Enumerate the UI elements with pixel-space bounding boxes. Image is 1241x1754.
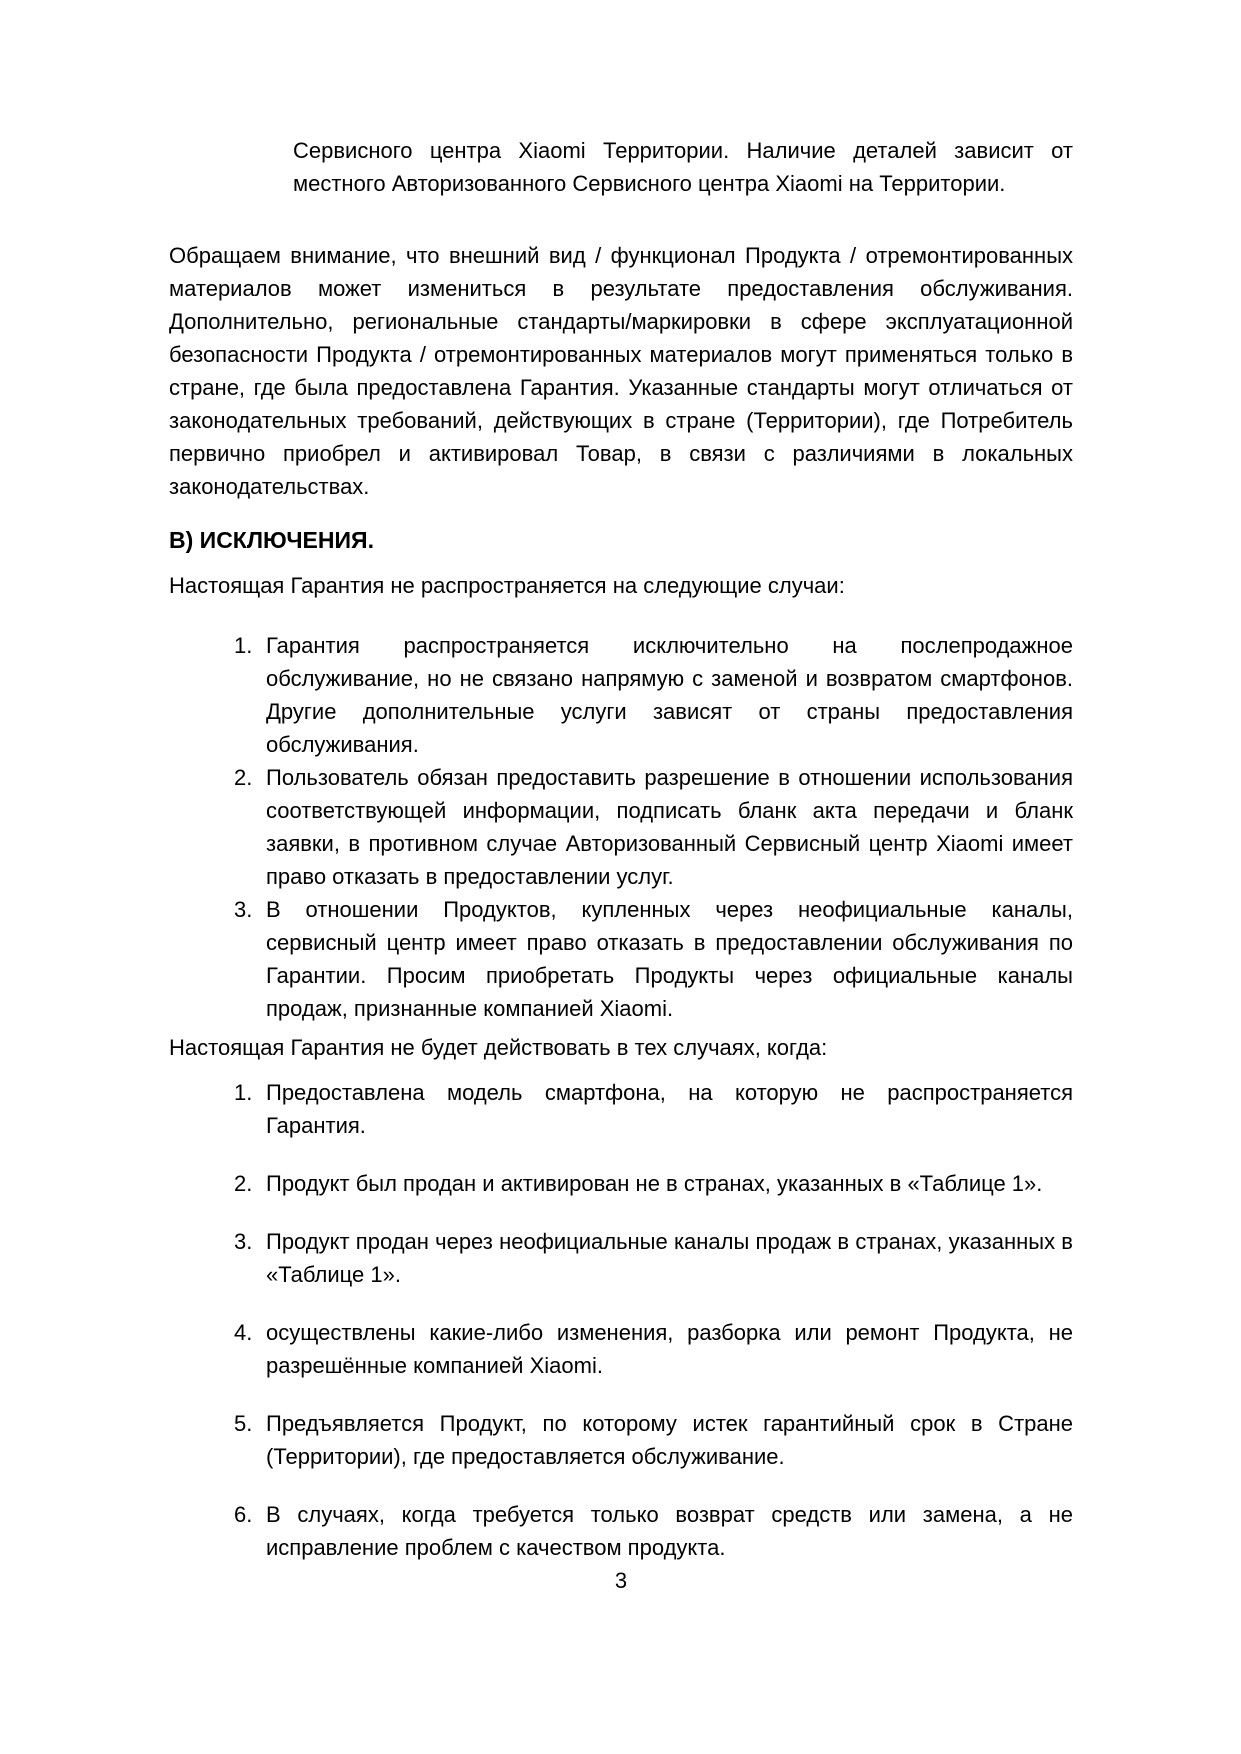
document-content [169,134,1073,1597]
notice-paragraph: Обращаем внимание, что внешний вид / функционал Продукта / отремонтированных материалов может измениться в результате предоставления обслуживания. Дополнительно, региональные стандарты/маркировки в сфере эксплуатационной безопасности Продукта / отремонтированных материалов могут применяться только в стране, где была предоставлена Гарантия. Указанные стандарты могут отличаться от законодательных требований, действующих в стране (Территории), где Потребитель первично приобрел и активировал Товар, в связи с различиями в локальных законодательствах. [169,243,1073,499]
void-cases-list-item: Продукт продан через неофициальные каналы продаж в странах, указанных в «Таблице 1». [266,1229,1073,1287]
exclusions-list-item: Гарантия распространяется исключительно на послепродажное обслуживание, но не связано напрямую с заменой и возвратом смартфонов. Другие дополнительные услуги зависят от страны предоставления обслуживания. [266,633,1073,757]
void-cases-list-item: Предъявляется Продукт, по которому истек гарантийный срок в Стране (Территории), где предоставляется обслуживание. [266,1411,1073,1469]
void-cases-list [169,1076,1073,1564]
void-cases-intro: Настоящая Гарантия не будет действовать в тех случаях, когда: [169,1035,828,1060]
void-cases-list-item: Предоставлена модель смартфона, на которую не распространяется Гарантия. [266,1080,1073,1138]
exclusions-intro: Настоящая Гарантия не распространяется на следующие случаи: [169,573,845,598]
section-heading-exclusions: В) ИСКЛЮЧЕНИЯ. [169,527,374,553]
exclusions-list [169,629,1073,1025]
void-cases-list-item: осуществлены какие-либо изменения, разборка или ремонт Продукта, не разрешённые компанией Xiaomi. [266,1320,1073,1378]
exclusions-list-item: В отношении Продуктов, купленных через неофициальные каналы, сервисный центр имеет право отказать в предоставлении обслуживания по Гарантии. Просим приобретать Продукты через официальные каналы продаж, признанные компанией Xiaomi. [266,897,1073,1021]
void-cases-list-item: Продукт был продан и активирован не в странах, указанных в «Таблице 1». [266,1171,1043,1196]
continuation-paragraph: Сервисного центра Xiaomi Территории. Наличие деталей зависит от местного Авторизованного Сервисного центра Xiaomi на Территории. [293,138,1073,196]
exclusions-list-item: Пользователь обязан предоставить разрешение в отношении использования соответствующей информации, подписать бланк акта передачи и бланк заявки, в противном случае Авторизованный Сервисный центр Xiaomi имеет право отказать в предоставлении услуг. [266,765,1073,889]
void-cases-list-item: В случаях, когда требуется только возврат средств или замена, а не исправление проблем с качеством продукта. [266,1502,1073,1560]
page-number: 3 [614,1568,628,1593]
